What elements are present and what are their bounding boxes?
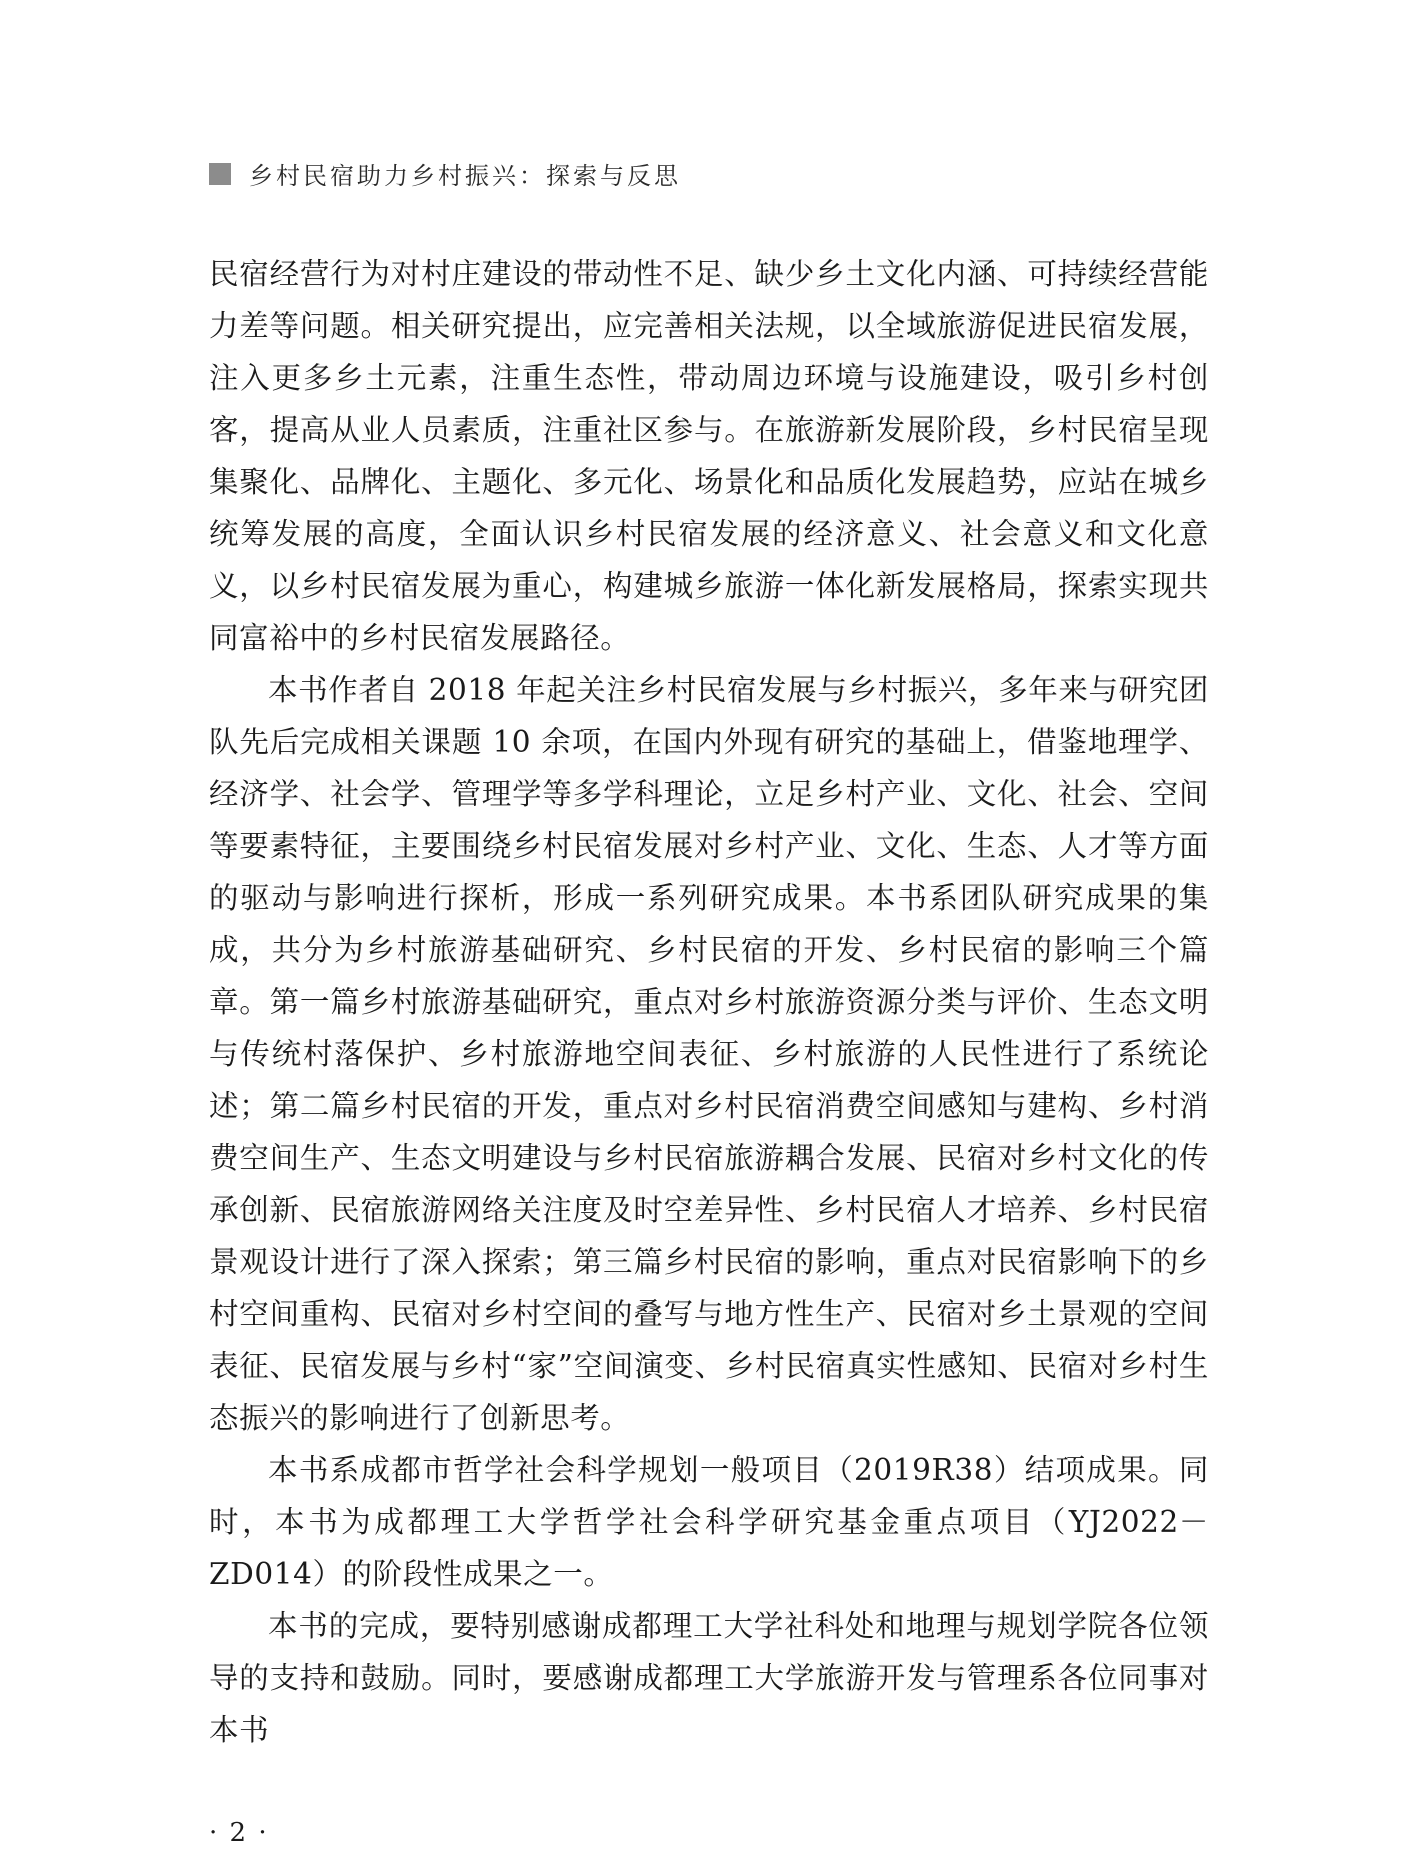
paragraph-funding: 本书系成都市哲学社会科学规划一般项目（2019R38）结项成果。同时，本书为成都理工大学哲学社会科学研究基金重点项目（YJ2022－ZD014）的阶段性成果之一。 [209,1453,1209,1591]
page-number: · 2 · [209,1818,269,1848]
paragraph-acknowledgements: 本书的完成，要特别感谢成都理工大学社科处和地理与规划学院各位领导的支持和鼓励。同时，要感谢成都理工大学旅游开发与管理系各位同事对本书 [209,1609,1209,1747]
paragraph-continued: 民宿经营行为对村庄建设的带动性不足、缺少乡土文化内涵、可持续经营能力差等问题。相关研究提出，应完善相关法规，以全域旅游促进民宿发展，注入更多乡土元素，注重生态性，带动周边环境与设施建设，吸引乡村创客，提高从业人员素质，注重社区参与。在旅游新发展阶段，乡村民宿呈现集聚化、品牌化、主题化、多元化、场景化和品质化发展趋势，应站在城乡统筹发展的高度，全面认识乡村民宿发展的经济意义、社会意义和文化意义，以乡村民宿发展为重心，构建城乡旅游一体化新发展格局，探索实现共同富裕中的乡村民宿发展路径。 [209,257,1209,655]
body-text [209,248,1209,1756]
book-title: 乡村民宿助力乡村振兴：探索与反思 [249,162,681,190]
running-header [209,156,681,191]
paragraph-research-overview: 本书作者自 2018 年起关注乡村民宿发展与乡村振兴，多年来与研究团队先后完成相关课题 10 余项，在国内外现有研究的基础上，借鉴地理学、经济学、社会学、管理学等多学科理论，立足乡村产业、文化、社会、空间等要素特征，主要围绕乡村民宿发展对乡村产业、文化、生态、人才等方面的驱动与影响进行探析，形成一系列研究成果。本书系团队研究成果的集成，共分为乡村旅游基础研究、乡村民宿的开发、乡村民宿的影响三个篇章。第一篇乡村旅游基础研究，重点对乡村旅游资源分类与评价、生态文明与传统村落保护、乡村旅游地空间表征、乡村旅游的人民性进行了系统论述；第二篇乡村民宿的开发，重点对乡村民宿消费空间感知与建构、乡村消费空间生产、生态文明建设与乡村民宿旅游耦合发展、民宿对乡村文化的传承创新、民宿旅游网络关注度及时空差异性、乡村民宿人才培养、乡村民宿景观设计进行了深入探索；第三篇乡村民宿的影响，重点对民宿影响下的乡村空间重构、民宿对乡村空间的叠写与地方性生产、民宿对乡土景观的空间表征、民宿发展与乡村“家”空间演变、乡村民宿真实性感知、民宿对乡村生态振兴的影响进行了创新思考。 [209,673,1209,1435]
header-square-icon [209,163,231,185]
